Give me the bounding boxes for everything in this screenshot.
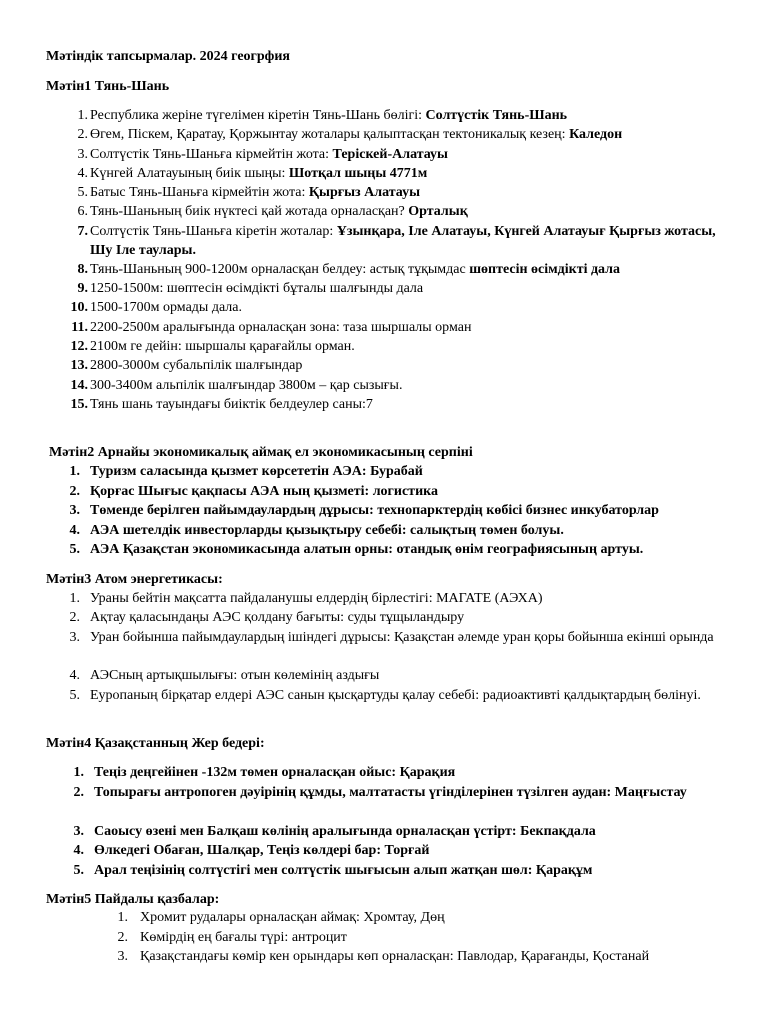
item-answer: Солтүстік Тянь-Шань	[425, 108, 568, 123]
item-text: Ураны бейтін мақсатта пайдаланушы елдердің бірлестігі: МАГАТЕ (АЭХА)	[90, 591, 543, 606]
list-item: 4. Күнгей Алатауының биік шыңы: Шотқал шыңы 4771м	[77, 165, 428, 181]
list-item: 1. Ураны бейтін мақсатта пайдаланушы елдердің бірлестігі: МАГАТЕ (АЭХА)	[68, 589, 728, 608]
item-answer: Теріскей-Алатауы	[332, 146, 448, 162]
list-item: 3. Саоысу өзені мен Балқаш көлінің аралығында орналасқан үстірт: Бекпақдала	[72, 822, 732, 842]
list-item: 15. Тянь шань тауындағы биіктік белдеулер саны:7	[70, 396, 373, 412]
list-item: 4. АЭА шетелдік инвесторларды қызықтыру себебі: салықтың төмен болуы.	[68, 521, 728, 541]
item-text: Қорғас Шығыс қақпасы АЭА ның қызметі: логистика	[90, 483, 438, 499]
item-text: Ақтау қаласындаңы АЭС қолдану бағыты: суды тұщыландыру	[90, 610, 465, 626]
item-text: Еуропаның бірқатар елдері АЭС санын қысқартуды қалау себебі: радиоактивті қалдықтардың бөлінуі.	[90, 687, 701, 703]
list-item: 5. Арал теңізінің солтүстігі мен солтүстік шығысын алып жатқан шөл: Қарақұм	[72, 861, 732, 881]
item-text: 2200-2500м аралығында орналасқан зона: таза шыршалы орман	[90, 319, 472, 335]
list-item: 6. Тянь-Шаньның биік нүктесі қай жотада орналасқан? Орталық	[77, 204, 468, 220]
item-answer: Ұзынқара, Іле Алатауы, Күнгей Алатауығ Қырғыз жотасы, Шу Іле таулары.	[90, 223, 716, 258]
list-item: 1. Туризм саласында қызмет көрсететін АЭА: Бурабай	[68, 462, 728, 482]
item-text: 1500-1700м ормады дала.	[90, 300, 242, 316]
item-text: Тянь шань тауындағы биіктік белдеулер саны:7	[90, 396, 373, 412]
item-text: АЭА шетелдік инвесторларды қызықтыру себебі: салықтың төмен болуы.	[90, 522, 564, 538]
item-text: Күнгей Алатауының биік шыңы:	[90, 165, 289, 181]
list-item: 5. Еуропаның бірқатар елдері АЭС санын қысқартуды қалау себебі: радиоактивті қалдықтардың бөлінуі.	[68, 686, 728, 725]
list-item: 5. АЭА Қазақстан экономикасында алатын орны: отандық өнім географиясының артуы.	[68, 540, 728, 560]
section1-heading: Мәтін1 Тянь-Шань	[46, 79, 170, 94]
list-item: 2. Көмірдің ең бағалы түрі: антроцит	[116, 928, 736, 948]
item-text: Қазақстандағы көмір кен орындары көп орналасқан: Павлодар, Қарағанды, Қостанай	[140, 949, 650, 965]
item-text: Өгем, Піскем, Қаратау, Қоржынтау жоталары қалыптасқан тектоникалық кезең:	[90, 127, 570, 143]
item-text: Батыс Тянь-Шаньға кірмейтін жота:	[90, 185, 309, 201]
list-item: 1. Хромит рудалары орналасқан аймақ: Хромтау, Дөң	[116, 908, 736, 928]
item-text: Көмірдің ең бағалы түрі: антроцит	[140, 929, 347, 945]
item-text: Тянь-Шаньның биік нүктесі қай жотада орналасқан?	[90, 204, 409, 220]
section4-list	[72, 763, 732, 880]
list-item: 14. 300-3400м альпілік шалғындар 3800м – қар сызығы.	[70, 377, 403, 393]
document-title: Мәтіндік тапсырмалар. 2024 геогрфия	[46, 49, 291, 64]
item-text: 300-3400м альпілік шалғындар 3800м – қар сызығы.	[90, 377, 403, 393]
section3-list	[68, 589, 728, 724]
item-text: Хромит рудалары орналасқан аймақ: Хромтау, Дөң	[140, 910, 445, 925]
item-answer: Каледон	[569, 127, 623, 143]
item-text: Топырағы антропоген дәуірінің құмды, малтатасты үгінділерінен түзілген аудан: Маңғыстау	[94, 784, 687, 800]
list-item: 2. Қорғас Шығыс қақпасы АЭА ның қызметі: логистика	[68, 482, 728, 502]
list-item: 7. Солтүстік Тянь-Шаньға кіретін жоталар: Ұзынқара, Іле Алатауы, Күнгей Алатауығ Қырғыз жотасы, Шу Іле таулары.	[77, 223, 716, 258]
list-item: 12. 2100м ге дейін: шыршалы қарағайлы орман.	[70, 338, 355, 354]
item-text: Өлкедегі Обаған, Шалқар, Теңіз көлдері бар: Торғай	[94, 843, 430, 859]
section2-list	[68, 462, 728, 560]
item-text: 2100м ге дейін: шыршалы қарағайлы орман.	[90, 338, 355, 354]
list-item: 11. 2200-2500м аралығында орналасқан зона: таза шыршалы орман	[71, 319, 472, 335]
list-item: 3. Уран бойынша пайымдаулардың ішіндегі дұрысы: Қазақстан әлемде уран қоры бойынша екінші орында	[68, 628, 728, 667]
item-text: Солтүстік Тянь-Шаньға кірмейтін жота:	[90, 146, 333, 162]
item-answer: шөптесін өсімдікті дала	[469, 261, 621, 277]
item-text: 2800-3000м субальпілік шалғындар	[90, 358, 303, 374]
section5-list	[116, 908, 736, 967]
item-text: Уран бойынша пайымдаулардың ішіндегі дұрысы: Қазақстан әлемде уран қоры бойынша екінші орында	[90, 629, 714, 645]
list-item: 4. Өлкедегі Обаған, Шалқар, Теңіз көлдері бар: Торғай	[72, 841, 732, 861]
list-item: 10. 1500-1700м ормады дала.	[70, 300, 242, 316]
item-text: Тянь-Шаньның 900-1200м орналасқан белдеу: астық тұқымдас	[90, 261, 470, 277]
item-text: АЭСның артықшылығы: отын көлемінің аздығы	[90, 668, 380, 684]
item-text: Төменде берілген пайымдаулардың дұрысы: технопарктердің көбісі бизнес инкубаторлар	[90, 503, 659, 519]
list-item: 3. Қазақстандағы көмір кен орындары көп орналасқан: Павлодар, Қарағанды, Қостанай	[116, 947, 736, 967]
list-item: 3. Төменде берілген пайымдаулардың дұрысы: технопарктердің көбісі бизнес инкубаторлар	[68, 501, 728, 521]
item-answer: Орталық	[408, 204, 468, 220]
section3-heading: Мәтін3 Атом энергетикасы:	[46, 572, 223, 587]
section4-heading: Мәтін4 Қазақстанның Жер бедері:	[46, 736, 265, 751]
list-item: 2. Топырағы антропоген дәуірінің құмды, малтатасты үгінділерінен түзілген аудан: Маңғыстау	[72, 783, 732, 822]
item-text: Солтүстік Тянь-Шаньға кіретін жоталар:	[90, 223, 337, 239]
list-item: 3. Солтүстік Тянь-Шаньға кірмейтін жота: Теріскей-Алатауы	[77, 146, 448, 162]
item-text: Республика жеріне түгелімен кіретін Тянь-Шань бөлігі:	[90, 108, 426, 123]
section5-heading: Мәтін5 Пайдалы қазбалар:	[46, 892, 220, 907]
list-item: 2. Өгем, Піскем, Қаратау, Қоржынтау жоталары қалыптасқан тектоникалық кезең: Каледон	[77, 127, 623, 143]
item-text: Туризм саласында қызмет көрсететін АЭА: Бурабай	[90, 464, 423, 479]
list-item: 2. Ақтау қаласындаңы АЭС қолдану бағыты: суды тұщыландыру	[68, 608, 728, 627]
item-answer: Шотқал шыңы 4771м	[288, 165, 428, 181]
item-answer: Қырғыз Алатауы	[308, 185, 421, 201]
section1-list	[68, 106, 728, 414]
list-item: 1. Республика жеріне түгелімен кіретін Тянь-Шань бөлігі: Солтүстік Тянь-Шань	[77, 108, 568, 123]
list-item: 5. Батыс Тянь-Шаньға кірмейтін жота: Қырғыз Алатауы	[77, 185, 421, 201]
list-item: 9. 1250-1500м: шөптесін өсімдікті бұталы шалғынды дала	[77, 281, 424, 297]
list-item: 4. АЭСның артықшылығы: отын көлемінің аздығы	[68, 666, 728, 685]
list-item: 1. Теңіз деңгейінен -132м төмен орналасқан ойыс: Қарақия	[72, 763, 732, 783]
item-text: Арал теңізінің солтүстігі мен солтүстік шығысын алып жатқан шөл: Қарақұм	[94, 862, 593, 878]
item-text: Саоысу өзені мен Балқаш көлінің аралығында орналасқан үстірт: Бекпақдала	[94, 823, 596, 839]
item-text: Теңіз деңгейінен -132м төмен орналасқан ойыс: Қарақия	[94, 765, 456, 780]
section2-heading: Мәтін2 Арнайы экономикалық аймақ ел экономикасының серпіні	[49, 445, 473, 460]
item-text: АЭА Қазақстан экономикасында алатын орны: отандық өнім географиясының артуы.	[90, 542, 644, 558]
list-item: 8. Тянь-Шаньның 900-1200м орналасқан белдеу: астық тұқымдас шөптесін өсімдікті дала	[77, 261, 621, 277]
list-item: 13. 2800-3000м субальпілік шалғындар	[70, 358, 303, 374]
item-text: 1250-1500м: шөптесін өсімдікті бұталы шалғынды дала	[90, 281, 424, 297]
